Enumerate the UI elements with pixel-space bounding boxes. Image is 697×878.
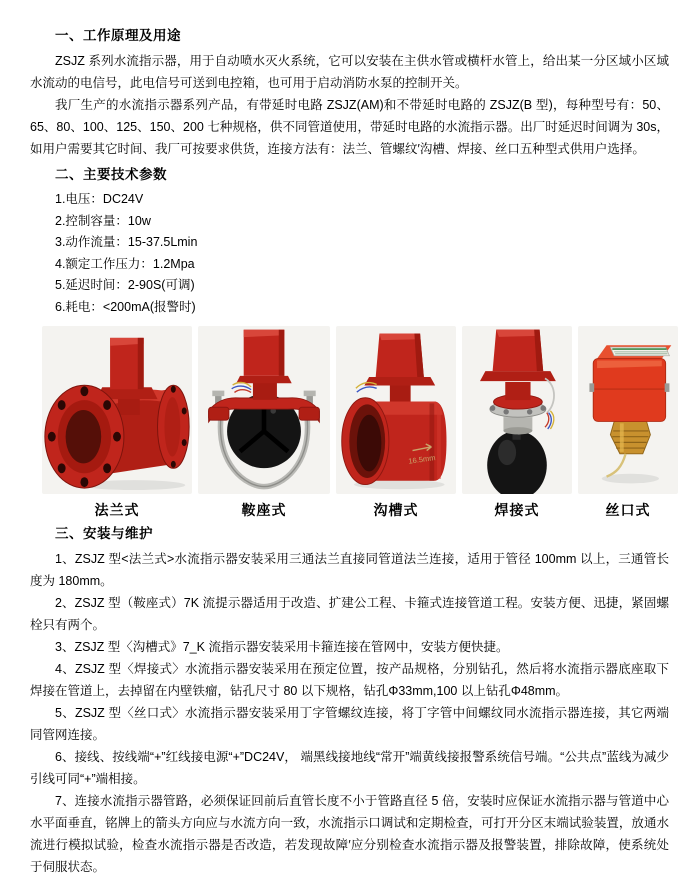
section-working-principle [30, 26, 669, 160]
threaded-type-illustration [578, 326, 678, 494]
product-label: 法兰式 [94, 502, 140, 518]
tech-parameter: 2.控制容量：10w [55, 213, 151, 228]
product-gallery [42, 326, 669, 520]
install-item: 7、连接水流指示器管路，必须保证回前后直管长度不小于管路直径 5 倍，安装时应保证水流指示器与管道中心水平面垂直，铭牌上的箭头方向应与水流方向一致，水流指示口调试和定期检查，可打开分区末端试验装置，放通水流进行模拟试验，检查水流指示器是否改造，若发现故障′应分别检查水流指示器及报警装置，排除故障，使系统处于伺服状态。 [30, 794, 669, 874]
svg-text:16.5mm: 16.5mm [407, 453, 437, 466]
product-flange-type [42, 326, 192, 520]
section2-heading: 二、主要技术参数 [55, 167, 167, 182]
weld-type-illustration [462, 326, 572, 494]
install-item: 5、ZSJZ 型〈丝口式〉水流指示器安装采用丁字管螺纹连接，将丁字管中间螺纹同水流指示器连接，其它两端同管网连接。 [30, 706, 669, 742]
product-label: 沟槽式 [373, 502, 419, 518]
install-item: 1、ZSJZ 型<法兰式>水流指示器安装采用三通法兰直接同管道法兰连接，适用于管径 100mm 以上，三通管长度为 180mm。 [30, 552, 669, 588]
tech-parameter: 5.延迟时间：2-90S(可调) [55, 278, 195, 292]
tech-parameter-list [30, 189, 669, 318]
threaded-type-photo [578, 326, 678, 494]
paragraph: 我厂生产的水流指示器系列产品，有带延时电路 ZSJZ(AM)和不带延时电路的 ZSJZ(B 型)，每种型号有：50、65、80、100、125、150、200 七种规格，供不同管道使用，带延时电路的水流指示器。出厂时延迟时间调为 30s，如用户需要其它时间、我厂可按要求供货，连接方法有：法兰、管螺纹′沟槽、焊接、丝口五种型式供用户选择。 [30, 98, 669, 156]
product-label: 鞍座式 [241, 502, 287, 518]
groove-type-illustration [336, 326, 456, 494]
product-label: 焊接式 [494, 502, 540, 518]
tech-parameter: 3.动作流量：15-37.5Lmin [55, 235, 198, 249]
weld-type-photo [462, 326, 572, 494]
flange-type-illustration [42, 326, 192, 494]
saddle-type-photo [198, 326, 330, 494]
saddle-type-illustration [198, 326, 330, 494]
section3-heading: 三、安装与维护 [55, 526, 153, 541]
product-label: 丝口式 [605, 502, 651, 518]
install-item: 6、接线、按线端“+”红线接电源“+”DC24V， 端黑线接地线“常开”端黄线接报警系统信号端。“公共点”蓝线为减少引线可同“+”端相接。 [30, 750, 669, 786]
groove-type-photo [336, 326, 456, 494]
tech-parameter: 4.额定工作压力：1.2Mpa [55, 256, 195, 271]
tech-parameter: 6.耗电：<200mA(报警时) [55, 299, 196, 314]
section-installation-maintenance [30, 524, 669, 878]
section1-heading: 一、工作原理及用途 [55, 28, 181, 43]
product-weld-type [462, 326, 572, 520]
product-threaded-type [578, 326, 678, 520]
install-item: 3、ZSJZ 型〈沟槽式》7_K 流指示器安装采用卡箍连接在管网中，安装方便快捷。 [55, 640, 509, 654]
tech-parameter: 1.电压：DC24V [55, 192, 144, 206]
install-item: 4、ZSJZ 型〈焊接式〉水流指示器安装采用在预定位置，按产品规格，分别钻孔，然后将水流指示器底座取下焊接在管道上，去掉留在内壁铁瘤，钻孔尺寸 80 以下规格，钻孔Φ33mm,100 以上钻孔Φ48mm。 [30, 662, 669, 698]
product-groove-type [336, 326, 456, 520]
product-saddle-type [198, 326, 330, 520]
section-technical-parameters [30, 165, 669, 318]
flange-type-photo [42, 326, 192, 494]
paragraph: ZSJZ 系列水流指示器，用于自动喷水灭火系统，它可以安装在主供水管或横杆水管上，给出某一分区域小区域水流动的电信号，此电信号可送到电控箱，也可用于启动消防水泵的控制开关。 [30, 54, 669, 90]
install-item: 2、ZSJZ 型（鞍座式）7K 流提示器适用于改造、扩建公工程、卡箍式连接管道工程。安装方便、迅捷，紧固螺栓只有两个。 [30, 596, 669, 632]
